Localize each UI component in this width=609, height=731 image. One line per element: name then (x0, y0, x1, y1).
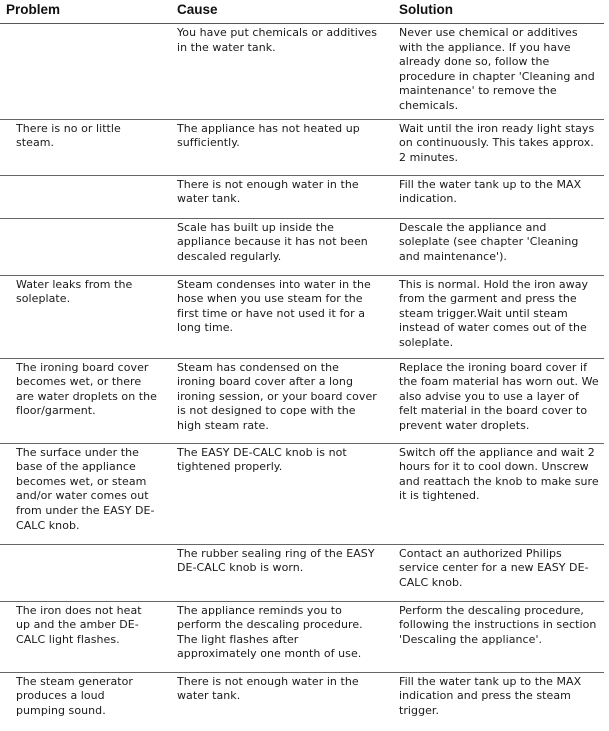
cause-cell: Scale has built up inside the appliance because it has not been descaled regularly. (161, 218, 383, 275)
solution-cell: Descale the appliance and soleplate (see chapter 'Cleaning and maintenance'). (383, 218, 604, 275)
table-row (0, 175, 604, 218)
cause-cell: There is not enough water in the water tank. (177, 674, 359, 703)
problem-cell: The steam generator produces a loud pumping sound. (16, 674, 133, 717)
solution-cell: Replace the ironing board cover if the foam material has worn out. We also advise you to use a layer of felt material in the board cover to prevent water droplets. (383, 358, 604, 443)
cause-cell: The appliance has not heated up sufficiently. (161, 119, 383, 175)
table-row (0, 275, 604, 358)
problem-cell (0, 218, 161, 275)
problem-cell: The surface under the base of the appliance becomes wet, or steam and/or water comes out from under the EASY DE-CALC knob. (0, 443, 161, 544)
solution-cell: This is normal. Hold the iron away from the garment and press the steam trigger.Wait until steam instead of water comes out of the soleplate. (383, 275, 604, 358)
cause-cell: The appliance reminds you to perform the descaling procedure. The light flashes after approximately one month of use. (161, 601, 383, 672)
cause-cell: There is not enough water in the water tank. (161, 175, 383, 218)
cause-cell: Steam condenses into water in the hose when you use steam for the first time or have not used it for a long time. (161, 275, 383, 358)
problem-cell: There is no or little steam. (0, 119, 161, 175)
table-row (0, 672, 604, 723)
solution-cell: Never use chemical or additives with the appliance. If you have already done so, follow the procedure in chapter 'Cleaning and maintenance' to remove the chemicals. (383, 24, 604, 120)
table-row (0, 443, 604, 544)
solution-cell: Switch off the appliance and wait 2 hours for it to cool down. Unscrew and reattach the knob to make sure it is tightened. (383, 443, 604, 544)
cause-cell: Steam has condensed on the ironing board cover after a long ironing session, or your board cover is not designed to cope with the high steam rate. (161, 358, 383, 443)
solution-cell: Perform the descaling procedure, following the instructions in section 'Descaling the appliance'. (383, 601, 604, 672)
problem-cell (0, 24, 161, 120)
table-body (0, 24, 604, 724)
table-row (0, 601, 604, 672)
table-row (0, 544, 604, 601)
header-solution: Solution (383, 0, 604, 24)
table-row (0, 24, 604, 120)
problem-cell (0, 544, 161, 601)
table-header (0, 0, 604, 24)
solution-cell: Contact an authorized Philips service center for a new EASY DE-CALC knob. (383, 544, 604, 601)
problem-cell: The iron does not heat up and the amber DE-CALC light flashes. (0, 601, 161, 672)
problem-cell: Water leaks from the soleplate. (0, 275, 161, 358)
solution-cell: Wait until the iron ready light stays on continuously. This takes approx. 2 minutes. (383, 119, 604, 175)
problem-cell (0, 175, 161, 218)
solution-cell: Fill the water tank up to the MAX indication and press the steam trigger. (399, 674, 582, 717)
header-problem: Problem (0, 0, 161, 24)
cause-cell: The rubber sealing ring of the EASY DE-CALC knob is worn. (161, 544, 383, 601)
header-cause: Cause (161, 0, 383, 24)
cause-cell: The EASY DE-CALC knob is not tightened properly. (161, 443, 383, 544)
header-row (0, 0, 604, 24)
cause-cell: You have put chemicals or additives in the water tank. (161, 24, 383, 120)
solution-cell: Fill the water tank up to the MAX indication. (383, 175, 604, 218)
table-row (0, 119, 604, 175)
table-row (0, 218, 604, 275)
table-row (0, 358, 604, 443)
problem-cell: The ironing board cover becomes wet, or there are water droplets on the floor/garment. (0, 358, 161, 443)
